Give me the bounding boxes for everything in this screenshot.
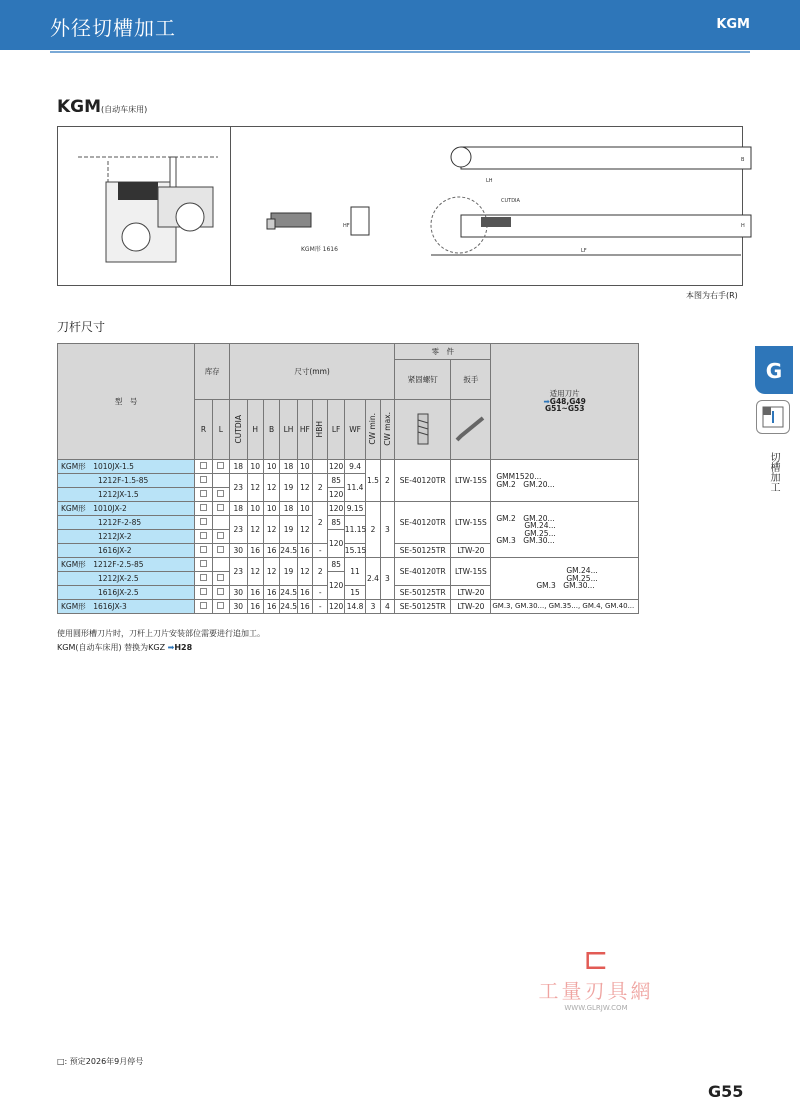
cell: 85	[328, 558, 344, 572]
cell: 10	[297, 460, 312, 474]
table-row	[58, 502, 639, 516]
stock-box	[195, 572, 212, 586]
inserts-cell: GMM1520... GM.2 GM.20...	[491, 460, 639, 502]
header-screw: 紧固螺钉	[395, 360, 451, 400]
cell: 12	[263, 516, 279, 544]
header-wf: WF	[344, 400, 366, 460]
watermark	[526, 942, 666, 1012]
cell: -	[313, 600, 328, 614]
cell: LTW-15S	[451, 558, 491, 586]
cell: 9.4	[344, 460, 366, 474]
cell: 2.4	[366, 558, 380, 600]
cell: 3	[380, 558, 394, 600]
note-1: 使用圆形槽刀片时，刀杆上刀片安装部位需要进行追加工。	[57, 629, 265, 638]
table-row	[58, 558, 639, 572]
cell: 18	[280, 460, 297, 474]
cell: 23	[230, 558, 247, 586]
cell: 2	[366, 502, 380, 558]
cell: 3	[380, 502, 394, 558]
stock-box	[212, 530, 229, 544]
cell: 23	[230, 516, 247, 544]
stock-box	[212, 502, 229, 516]
cell: 2	[313, 558, 328, 586]
stock-box	[195, 502, 212, 516]
side-label: 切槽加工	[768, 452, 779, 492]
cell: 18	[230, 460, 247, 474]
cell: 120	[328, 502, 344, 516]
screw-icon	[395, 400, 451, 460]
cell: 11	[344, 558, 366, 586]
header-lf: LF	[328, 400, 344, 460]
stock-box	[212, 460, 229, 474]
header-rule	[50, 51, 750, 53]
cell: 12	[263, 474, 279, 502]
stock-box	[212, 572, 229, 586]
grooving-icon	[756, 400, 790, 434]
cell: 23	[230, 474, 247, 502]
stock-box	[195, 460, 212, 474]
cell: 16	[263, 544, 279, 558]
svg-text:B: B	[741, 157, 745, 163]
cell: 4	[380, 600, 394, 614]
cell: LTW-20	[451, 600, 491, 614]
header-parts: 零 件	[395, 344, 491, 360]
cell: 3	[366, 600, 380, 614]
model-cell: KGM形 1212F-2.5-85	[58, 558, 195, 572]
cell: 12	[297, 516, 312, 544]
header-r: R	[195, 400, 212, 460]
header-l: L	[212, 400, 229, 460]
header-code: KGM	[716, 17, 750, 32]
cell: 85	[328, 516, 344, 530]
section-tab-g[interactable]: G	[755, 346, 793, 394]
cell: 14.8	[344, 600, 366, 614]
svg-text:HF: HF	[343, 223, 350, 229]
cell: 16	[297, 544, 312, 558]
cell: 10	[247, 502, 263, 516]
cell: 15.15	[344, 544, 366, 558]
cell: 10	[263, 502, 279, 516]
cell: 19	[280, 558, 297, 586]
header-hf: HF	[297, 400, 312, 460]
cell: 16	[263, 600, 279, 614]
watermark-url: WWW.GLRJW.COM	[564, 1004, 628, 1012]
cell: 19	[280, 516, 297, 544]
cell: 16	[263, 586, 279, 600]
cell: 24.5	[280, 600, 297, 614]
stock-box	[195, 488, 212, 502]
table-title: 刀杆尺寸	[57, 320, 106, 334]
cell: SE-50125TR	[395, 600, 451, 614]
cell: SE-40120TR	[395, 460, 451, 502]
cell: 12	[247, 558, 263, 586]
cell: 18	[230, 502, 247, 516]
stock-box	[212, 558, 229, 572]
cell: 16	[247, 544, 263, 558]
cell: 11.4	[344, 474, 366, 502]
cell: 30	[230, 600, 247, 614]
header-hbh: HBH	[313, 400, 328, 460]
watermark-text: 工量刃具網	[538, 979, 654, 1003]
header-cutdia: CUTDIA	[230, 400, 247, 460]
stock-box	[195, 558, 212, 572]
stock-box	[212, 544, 229, 558]
cell: 24.5	[280, 544, 297, 558]
cell: LTW-15S	[451, 502, 491, 544]
header-h: H	[247, 400, 263, 460]
watermark-logo-icon: ⊏	[583, 942, 609, 977]
cell: 85	[328, 474, 344, 488]
model-cell: KGM形 1010JX-2	[58, 502, 195, 516]
header-b: B	[263, 400, 279, 460]
tool-figure	[57, 126, 743, 286]
header-lh: LH	[280, 400, 297, 460]
model-cell: KGM形 1616JX-3	[58, 600, 195, 614]
model-cell: 1616JX-2	[58, 544, 195, 558]
cell: 12	[263, 558, 279, 586]
cell: 120	[328, 488, 344, 502]
svg-text:KGM形 1616: KGM形 1616	[301, 246, 338, 253]
cell: SE-40120TR	[395, 502, 451, 544]
header-wrench: 扳手	[451, 360, 491, 400]
wrench-icon	[451, 400, 491, 460]
stock-box	[195, 516, 212, 530]
header-dimensions: 尺寸(mm)	[230, 344, 395, 400]
cell: 9.15	[344, 502, 366, 516]
header-bar	[0, 0, 800, 50]
cell: 12	[247, 474, 263, 502]
cell: 16	[297, 600, 312, 614]
section-title: KGM(自动车床用)	[57, 97, 148, 117]
header-stock: 库存	[195, 344, 230, 400]
table-row: KGM形 1010JX-1.5 18 10 10 18 10 120 9.4 1.5 2 SE-40120TR LTW-15S GMM1520... GM.2 GM.20...	[58, 460, 639, 474]
cell: 18	[280, 502, 297, 516]
stock-box	[212, 586, 229, 600]
cell: 120	[328, 600, 344, 614]
cell: LTW-15S	[451, 460, 491, 502]
cell: 12	[247, 516, 263, 544]
svg-text:H: H	[741, 223, 745, 229]
cell: 30	[230, 544, 247, 558]
cell: -	[313, 586, 328, 600]
svg-text:CUTDIA: CUTDIA	[501, 198, 520, 204]
inserts-cell: GM.3, GM.30..., GM.35..., GM.4, GM.40...	[491, 600, 639, 614]
stock-box	[195, 586, 212, 600]
cell: 1.5	[366, 460, 380, 502]
cell: 12	[297, 558, 312, 586]
stock-box	[195, 474, 212, 488]
model-cell: 1616JX-2.5	[58, 586, 195, 600]
header-inserts: 适用刀片 ➡G48,G49 G51~G53	[491, 344, 639, 460]
header-model: 型 号	[58, 344, 195, 460]
header-cwmin: CW min.	[366, 400, 380, 460]
cell: LTW-20	[451, 544, 491, 558]
cell: 10	[247, 460, 263, 474]
cell: 16	[297, 586, 312, 600]
cell: -	[313, 544, 328, 558]
cell: 15	[344, 586, 366, 600]
cell: 2	[313, 502, 328, 544]
table-row	[58, 600, 639, 614]
cell: 12	[297, 474, 312, 502]
page-title: 外径切槽加工	[50, 16, 176, 40]
stock-box	[195, 600, 212, 614]
tool-dimension-drawing	[231, 127, 743, 285]
stock-box	[212, 488, 229, 502]
figure-caption: 本图为右手(R)	[686, 291, 738, 300]
page-number: G55	[708, 1082, 744, 1101]
cell: 2	[380, 460, 394, 502]
cell: 30	[230, 586, 247, 600]
cell: SE-40120TR	[395, 558, 451, 586]
stock-box	[212, 516, 229, 530]
cell: 24.5	[280, 586, 297, 600]
cell: LTW-20	[451, 586, 491, 600]
stock-box	[212, 474, 229, 488]
inserts-cell: GM.24... GM.25... GM.3 GM.30...	[491, 558, 639, 600]
cell	[313, 460, 328, 474]
model-cell: 1212JX-2	[58, 530, 195, 544]
cell: 16	[247, 586, 263, 600]
cell: 10	[263, 460, 279, 474]
cell: 2	[313, 474, 328, 502]
stock-box	[195, 530, 212, 544]
svg-text:LH: LH	[486, 178, 493, 184]
inserts-cell: GM.2 GM.20... GM.24... GM.25... GM.3 GM.30...	[491, 502, 639, 558]
machining-diagram	[58, 127, 230, 285]
holder-dimension-table	[57, 343, 639, 614]
cell: 120	[328, 460, 344, 474]
stock-box	[212, 600, 229, 614]
cell: 120	[328, 572, 344, 600]
header-cwmax: CW max.	[380, 400, 394, 460]
note-2: KGM(自动车床用) 替换为KGZ ➡H28	[57, 643, 193, 652]
cell: 19	[280, 474, 297, 502]
model-cell: 1212JX-2.5	[58, 572, 195, 586]
cell: SE-50125TR	[395, 586, 451, 600]
cell: SE-50125TR	[395, 544, 451, 558]
cell: 10	[297, 502, 312, 516]
footer-note: □: 预定2026年9月停号	[57, 1057, 144, 1066]
cell: 120	[328, 530, 344, 558]
stock-box	[195, 544, 212, 558]
model-cell: 1212F-2-85	[58, 516, 195, 530]
model-cell: 1212JX-1.5	[58, 488, 195, 502]
cell: 11.15	[344, 516, 366, 544]
cell: 16	[247, 600, 263, 614]
svg-text:LF: LF	[581, 248, 587, 254]
model-cell: 1212F-1.5-85	[58, 474, 195, 488]
